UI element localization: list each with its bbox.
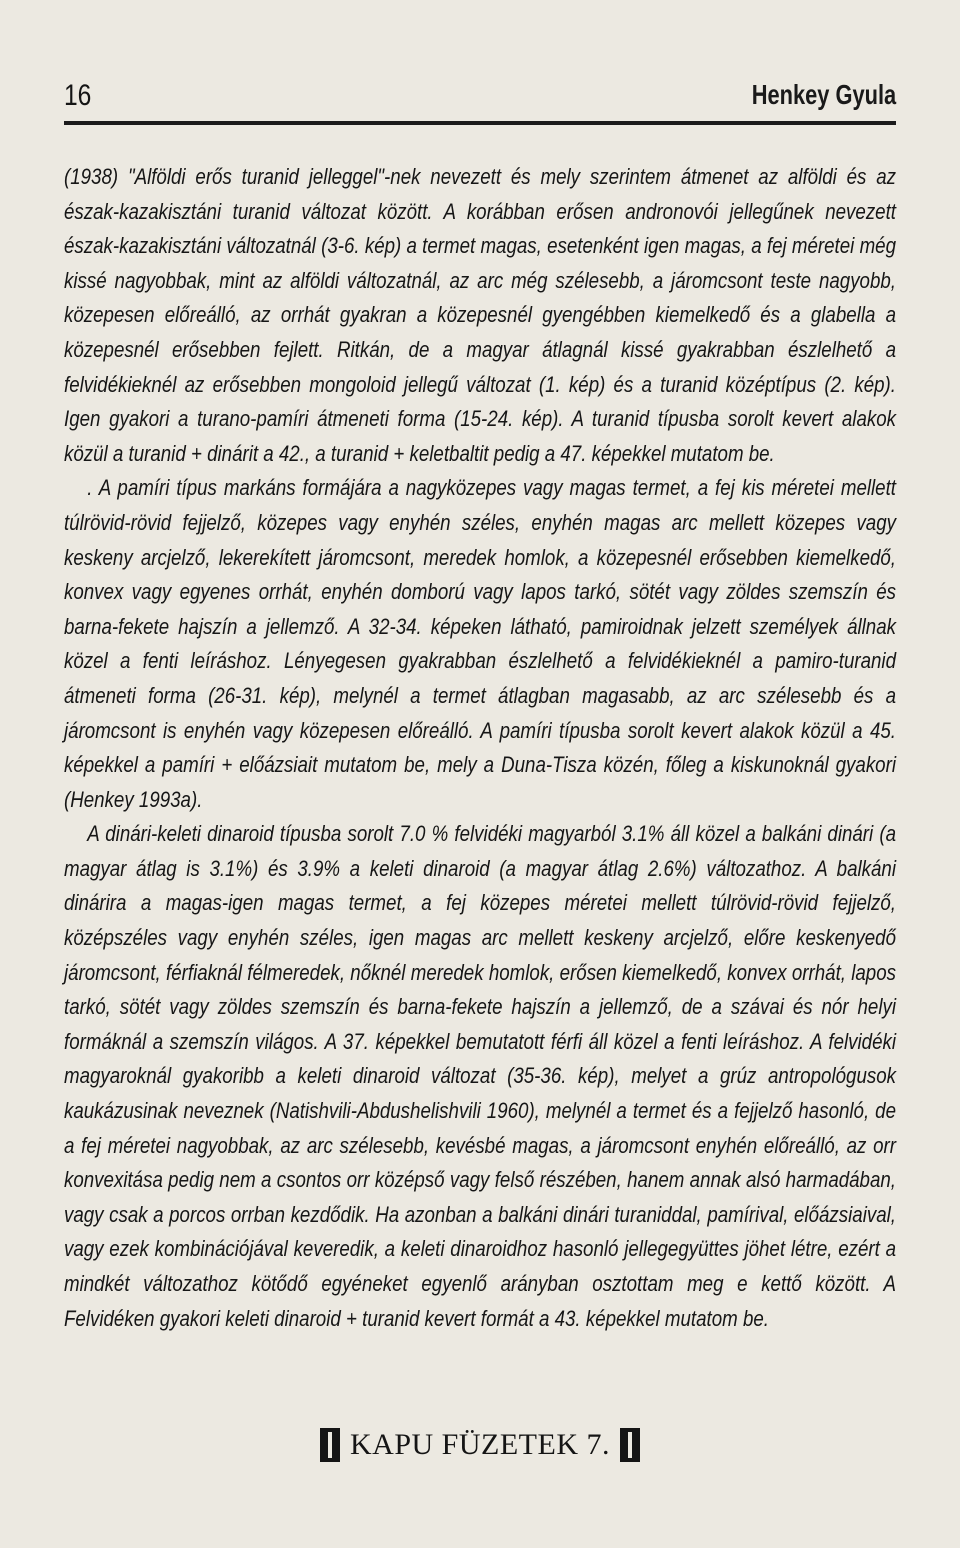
paragraph: . A pamíri típus markáns formájára a nagyközepes vagy magas termet, a fej kis méretei mellett túlrövid-rövid fejjelző, közepes vagy enyhén széles, enyhén magas arc mellett közepes vagy keskeny arcjelző, lekerekített járomcsont, meredek homlok, a közepesnél erősebben kiemelkedő, konvex vagy egyenes orrhát, enyhén domború vagy lapos tarkó, sötét vagy zöldes szemszín és barna-fekete hajszín a jellemző. A 32-34. képeken látható, pamiroidnak jelzett személyek állnak közel a fenti leíráshoz. Lényegesen gyakrabban észlelhető a felvidékieknél a pamiro-turanid átmeneti forma (26-31. kép), melynél a termet átlagban magasabb, az arc szélesebb és a járomcsont is enyhén vagy közepesen előreálló. A pamíri típusba sorolt kevert alakok közül a 45. képekkel a pamíri + előázsiait mutatom be, mely a Duna-Tisza közén, főleg a kiskunoknál gyakori (Henkey 1993a).	[64, 475, 896, 812]
paragraph: A dinári-keleti dinaroid típusba sorolt 7.0 % felvidéki magyarból 3.1% áll közel a balkáni dinári (a magyar átlag is 3.1%) és 3.9% a keleti dinaroid (a magyar átlag 2.6%) változathoz. A balkáni dinárira a magas-igen magas termet, a fej közepes méretei mellett túlrövid-rövid fejjelző, középszéles vagy enyhén széles, igen magas arc mellett keskeny arcjelző, előre keskenyedő járomcsont, férfiaknál félmeredek, nőknél meredek homlok, erősen kiemelkedő, konvex orrhát, lapos tarkó, sötét vagy zöldes szemszín és barna-fekete hajszín a jellemző, de a szávai és nór helyi formáknál a szemszín világos. A 37. képekkel bemutatott férfi áll közel a fenti leíráshoz. A felvidéki magyaroknál gyakoribb a keleti dinaroid változat (35-36. kép), melyet a grúz antropológusok kaukázusinak neveznek (Natishvili-Abdushelishvili 1960), melynél a termet és a fejjelző hasonló, de a fej méretei nagyobbak, az arc szélesebb, kevésbé magas, a járomcsont enyhén előreálló, az orr konvexitása pedig nem a csontos orr középső vagy felső részében, hanem annak alsó harmadában, vagy csak a porcos orrban kezdődik. Ha azonban a balkáni dinári turaniddal, pamírival, előázsiaival, vagy ezek kombinációjával keveredik, a keleti dinaroidhoz hasonló jellegegyüttes jöhet létre, ezért a mindkét változathoz kötődő egyéneket egyenlő arányban osztottam meg e kettő között. A Felvidéken gyakori keleti dinaroid + turanid kevert formát a 43. képekkel mutatom be.	[64, 821, 896, 1331]
running-head-author: Henkey Gyula	[751, 79, 896, 110]
kapu-gate-icon	[320, 1428, 340, 1462]
paragraph: (1938) "Alföldi erős turanid jelleggel"-nek nevezett és mely szerintem átmenet az alföldi és az észak-kazakisztáni turanid változat között. A korábban erősen andronovói jellegűnek nevezett észak-kazakisztáni változatnál (3-6. kép) a termet magas, esetenként igen magas, a fej méretei még kissé nagyobbak, mint az alföldi változatnál, az arc még szélesebb, a járomcsont teste nagyobb, közepesen előreálló, az orrhát gyakran a közepesnél gyengébben kiemelkedő és a glabella a közepesnél erősebben fejlett. Ritkán, de a magyar átlagnál kissé gyakrabban észlelhető a felvidékieknél az erősebben mongoloid jellegű változat (1. kép) és a turanid középtípus (2. kép). Igen gyakori a turano-pamíri átmeneti forma (15-24. kép). A turanid típusba sorolt kevert alakok közül a turanid + dinárit a 42., a turanid + keletbaltit pedig a 47. képekkel mutatom be.	[64, 164, 896, 466]
footer-series-title: KAPU FÜZETEK 7.	[350, 1428, 610, 1461]
kapu-gate-icon	[620, 1428, 640, 1462]
header-rule	[64, 121, 896, 125]
body-text	[64, 160, 896, 1336]
page-footer	[0, 1425, 960, 1473]
page-number: 16	[64, 79, 92, 112]
page-header	[64, 76, 896, 120]
